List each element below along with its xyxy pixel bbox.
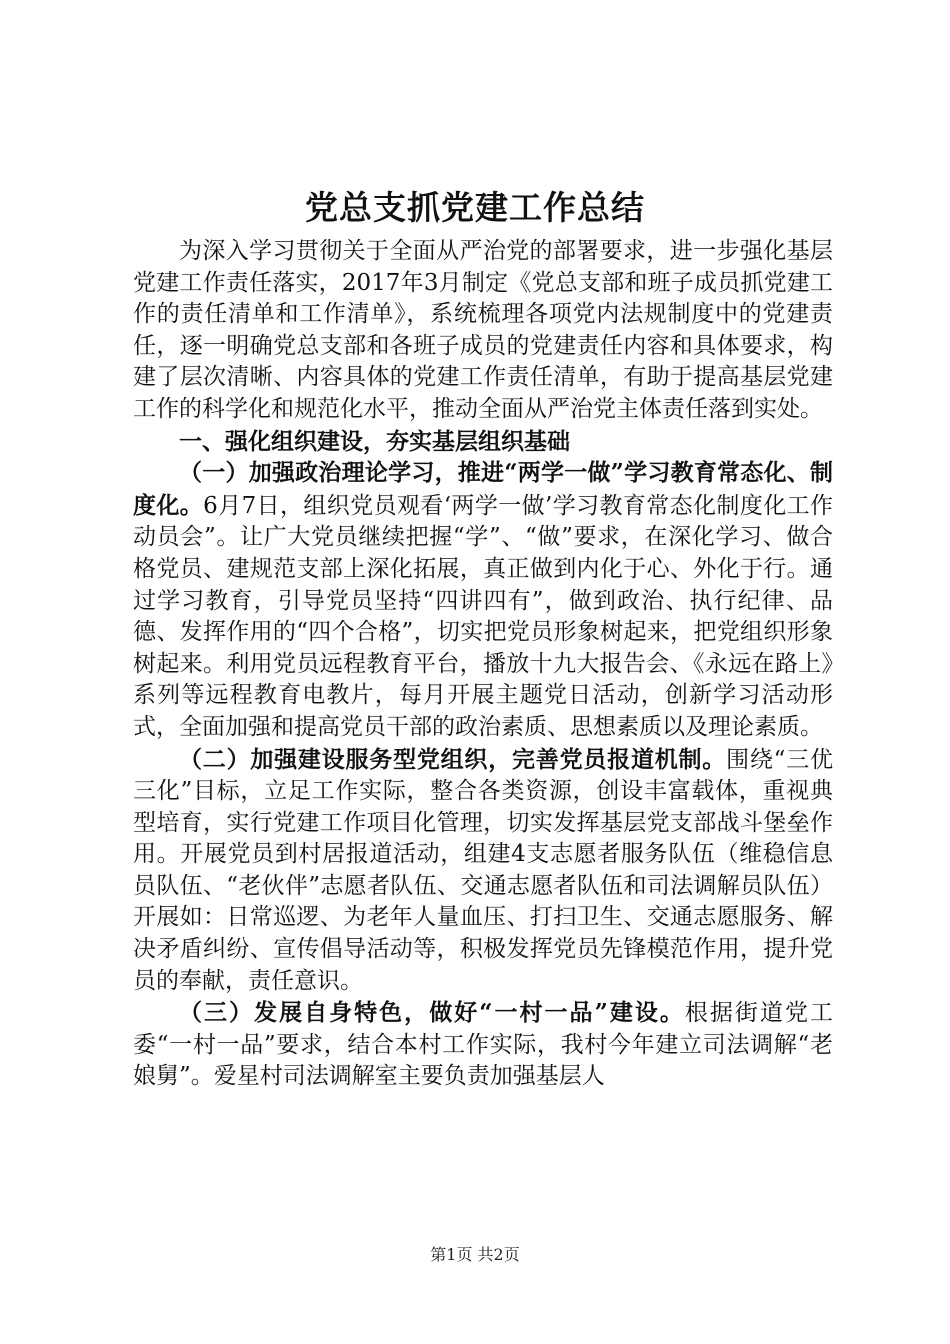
item-text-1: 6月7日，组织党员观看‘两学一做’学习教育常态化制度化工作动员会”。让广大党员继续把握“学”、“做”要求，在深化学习、做合格党员、建规范支部上深化拓展，真正做到内化于心、外化于行。通过学习教育，引导党员坚持“四讲四有”，做到政治、执行纪律、品德、发挥作用的“四个合格”，切实把党员形象树起来，把党组织形象树起来。利用党员远程教育平台，播放十九大报告会、《永远在路上》系列等远程教育电教片，每月开展主题党日活动，创新学习活动形式，全面加强和提高党员干部的政治素质、思想素质以及理论素质。 <box>133 492 833 740</box>
item-paragraph-2 <box>133 744 833 998</box>
section-heading: 一、强化组织建设，夯实基层组织基础 <box>179 427 570 455</box>
item-lead-3: （三）发展自身特色，做好“一村一品”建设。 <box>179 999 685 1027</box>
item-paragraph-3 <box>133 997 833 1093</box>
item-paragraph-1 <box>133 457 833 743</box>
item-text-2: 围绕“三优三化”目标，立足工作实际，整合各类资源，创设丰富载体，重视典型培育，实行党建工作项目化管理，切实发挥基层党支部战斗堡垒作用。开展党员到村居报道活动，组建4支志愿者服务队伍（维稳信息员队伍、“老伙伴”志愿者队伍、交通志愿者队伍和司法调解员队伍）开展如：日常巡逻、为老年人量血压、打扫卫生、交通志愿服务、解决矛盾纠纷、宣传倡导活动等，积极发挥党员先锋模范作用，提升党员的奉献，责任意识。 <box>133 746 833 994</box>
item-lead-1: （一）加强政治理论学习，推进“两学一做”学习教育常态化、制度化。 <box>133 459 833 519</box>
item-text-3: 根据街道党工委“一村一品”要求，结合本村工作实际，我村今年建立司法调解“老娘舅”。爱星村司法调解室主要负责加强基层人 <box>133 1000 833 1090</box>
document-title: 党总支抓党建工作总结 <box>305 188 645 227</box>
item-lead-2: （二）加强建设服务型党组织，完善党员报道机制。 <box>179 745 727 773</box>
intro-paragraph: 为深入学习贯彻关于全面从严治党的部署要求，进一步强化基层党建工作责任落实，2017年3月制定《党总支部和班子成员抓党建工作的责任清单和工作清单》，系统梳理各项党内法规制度中的党建责任，逐一明确党总支部和各班子成员的党建责任内容和具体要求，构建了层次清晰、内容具体的党建工作责任清单，有助于提高基层党建工作的科学化和规范化水平，推动全面从严治党主体责任落到实处。 <box>133 238 833 422</box>
document-body <box>133 236 833 1093</box>
page-footer: 第1页 共2页 <box>430 1245 520 1264</box>
